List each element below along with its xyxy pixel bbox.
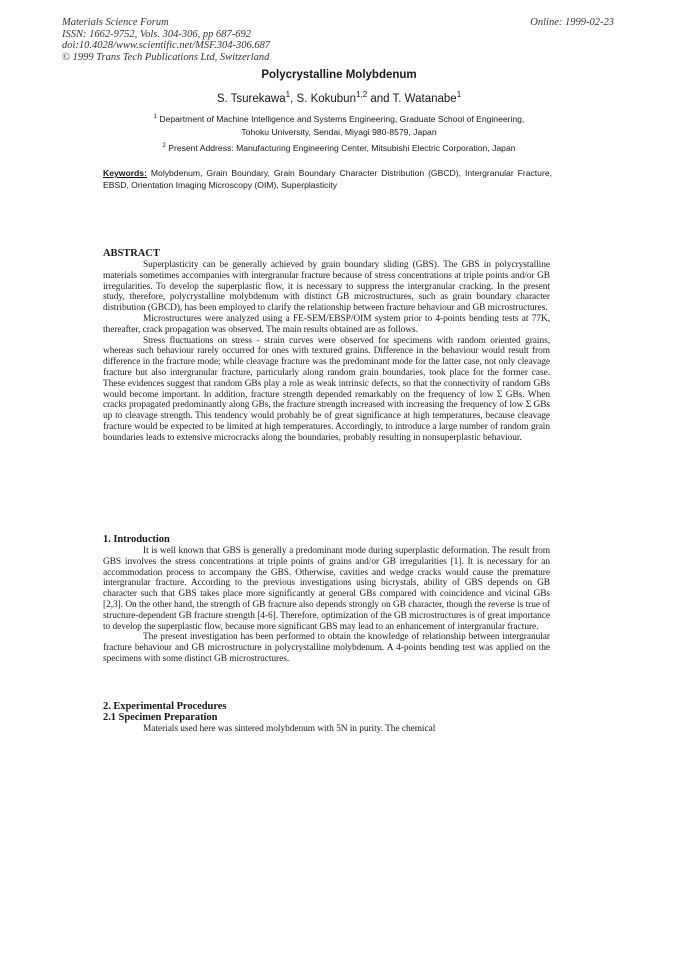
affiliation-2-text: Present Address: Manufacturing Engineering Center, Mitsubishi Electric Corporation, Japan	[168, 143, 516, 153]
journal-name: Materials Science Forum	[62, 17, 169, 28]
author-3: T. Watanabe	[392, 93, 457, 105]
experimental-heading: 2. Experimental Procedures	[103, 701, 227, 712]
author-1-affil: 1	[285, 90, 291, 100]
introduction-paragraph: It is well known that GBS is generally a predominant mode during superplastic deformation. The result from GBS involves the stress concentrations at triple points of grains and/or GB irregularities [1]. It is necessary for an accommodation process to accompany the GBS. Otherwise, cavities and wedge cracks would cause the premature intergranular fracture. According to the previous investigations using bicrystals, ability of GBS depends on GB character such that GBS takes place more significantly at general GBs compared with coincidence and vicinal GBs [2,3]. On the other hand, the strength of GB fracture also depends strongly on GB character, though the reverse is true of structure-dependent GB fracture strength [4-6]. Therefore, optimization of the GB microstructures is of great importance to develop the superplastic flow, because more significant GBS may lead to an enhancement of intergranular fracture.	[103, 546, 550, 632]
experimental-body	[103, 724, 550, 735]
specimen-prep-subheading: 2.1 Specimen Preparation	[103, 712, 218, 723]
affiliation-1-number: 1	[153, 114, 157, 121]
introduction-body	[103, 546, 550, 665]
issn-line: ISSN: 1662-9752, Vols. 304-306, pp 687-692	[62, 28, 251, 40]
author-list	[0, 90, 678, 105]
affiliation-1	[90, 113, 588, 138]
online-date: Online: 1999-02-23	[530, 17, 614, 28]
introduction-paragraph: The present investigation has been performed to obtain the knowledge of relationship between intergranular fracture behaviour and GB microstructure in polycrystalline molybdenum. A 4-points bending test was applied on the specimens with some distinct GB microstructures.	[103, 632, 550, 664]
author-2-affil: 1,2	[355, 90, 368, 100]
author-2: S. Kokubun	[296, 93, 356, 105]
affiliation-2-number: 2	[162, 143, 166, 150]
author-3-affil: 1	[456, 90, 462, 100]
introduction-heading: 1. Introduction	[103, 534, 170, 545]
abstract-paragraph: Stress fluctuations on stress - strain curves were observed for specimens with random oriented grains, whereas such behaviour rarely occurred for ones with textured grains. Difference in the behaviour would result from difference in the fracture mode; while cleavage fracture was the predominant mode for the latter case, not only cleavage fracture but also intergranular fracture, particularly along random grain boundaries, took place for the former case. These evidences suggest that random GBs play a role as weak intrinsic defects, so that the connectivity of random GBs would become important. In addition, fracture strength depended remarkably on the frequency of low Σ GBs. When cracks propagated predominantly along GBs, the fracture strength increased with increasing the frequency of low Σ GBs up to cleavage strength. This tendency would probably be of great significance at high temperatures, because cleavage fracture would be expected to be limited at high temperatures. Accordingly, to introduce a large number of random grain boundaries leads to extensive microcracks along the boundaries, probably resulting in nonsuperplastic behaviour.	[103, 335, 550, 443]
abstract-body	[103, 260, 550, 444]
abstract-paragraph: Superplasticity can be generally achieved by grain boundary sliding (GBS). The GBS in polycrystalline materials sometimes accompanies with intergranular fracture because of stress concentrations at triple points and/or GB irregularities. To develop the superplastic flow, it is necessary to suppress the intergranular cracking. In the present study, therefore, polycrystalline molybdenum with distinct GB microstructures, such as grain boundary character distribution (GBCD), has been employed to clarify the relationship between fracture behaviour and GB microstructures.	[103, 260, 550, 314]
abstract-heading: ABSTRACT	[103, 248, 160, 259]
affiliation-2	[90, 142, 588, 155]
keywords-label: Keywords:	[103, 168, 147, 178]
doi-link[interactable]: doi:10.4028/www.scientific.net/MSF.304-306.687	[62, 40, 271, 51]
experimental-paragraph: Materials used here was sintered molybdenum with 5N in purity. The chemical	[143, 724, 436, 734]
abstract-paragraph: Microstructures were analyzed using a FE-SEM/EBSP/OIM system prior to 4-points bending tests at 77K, thereafter, crack propagation was observed. The main results obtained are as follows.	[103, 313, 550, 335]
affiliation-1-line1: Department of Machine Intelligence and Systems Engineering, Graduate School of Engineering,	[159, 114, 525, 124]
author-separator: ,	[290, 93, 297, 105]
keywords-text: Molybdenum, Grain Boundary, Grain Boundary Character Distribution (GBCD), Intergranular Fracture, EBSD, Orientation Imaging Microscopy (OIM), Superplasticity	[103, 168, 552, 190]
paper-title: Polycrystalline Molybdenum	[261, 69, 417, 81]
copyright-line: © 1999 Trans Tech Publications Ltd, Switzerland	[62, 51, 270, 63]
author-1: S. Tsurekawa	[216, 93, 286, 105]
author-separator: and	[367, 93, 393, 105]
journal-header	[62, 17, 362, 63]
affiliation-1-line2: Tohoku University, Sendai, Miyagi 980-8579, Japan	[241, 126, 437, 137]
keywords	[103, 168, 552, 191]
